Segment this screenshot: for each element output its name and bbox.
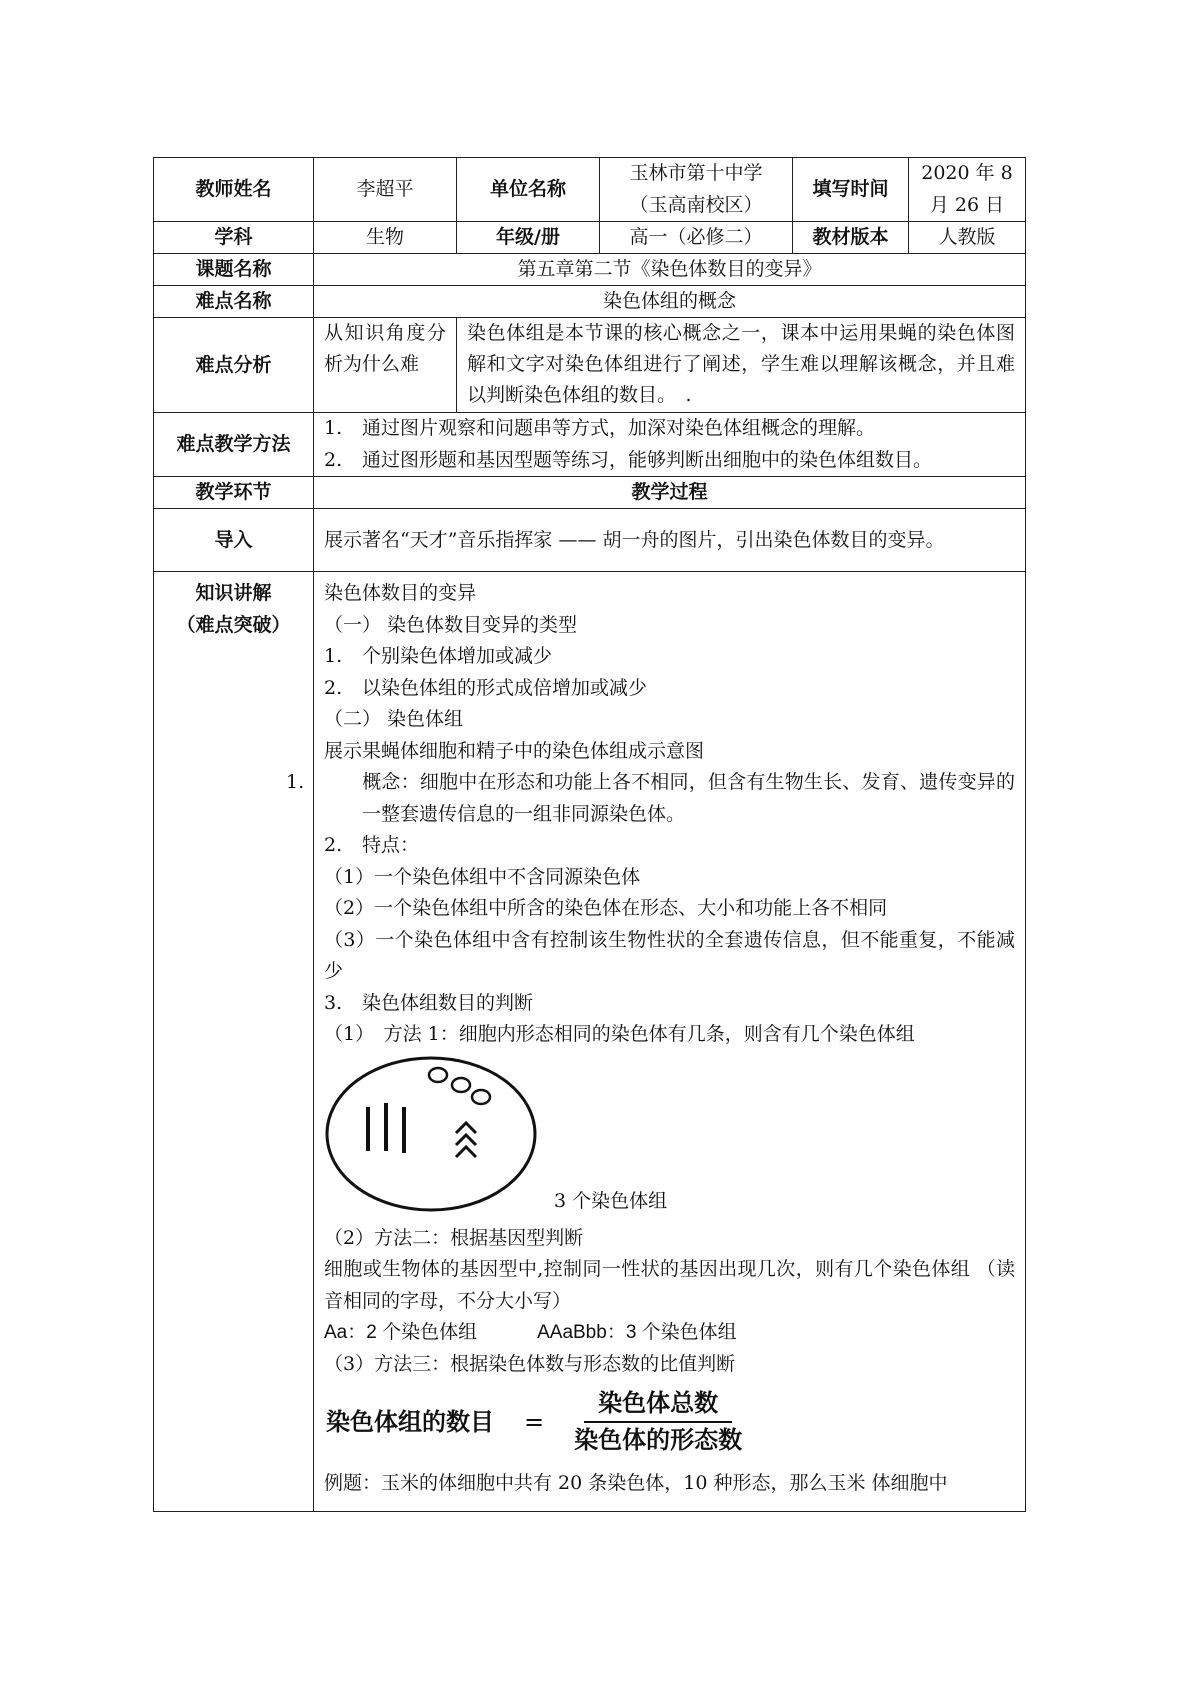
grade-value: 高一（必修二） xyxy=(600,222,793,254)
round-chromosome xyxy=(472,1090,490,1104)
genotype-examples xyxy=(324,1317,1015,1349)
lesson-plan-table xyxy=(153,157,1026,1512)
features-item xyxy=(324,830,1015,862)
difficulty-name-row xyxy=(154,286,1026,318)
section-1-heading: （一） 染色体数目变异的类型 xyxy=(324,613,578,636)
judge-text: 染色体组数目的判断 xyxy=(362,991,534,1014)
analysis-sub-label: 从知识角度分析为什么难 xyxy=(314,318,457,413)
method-item xyxy=(324,445,1015,477)
unit-label: 单位名称 xyxy=(457,158,600,222)
concept-num: 1. xyxy=(286,771,305,793)
analysis-row xyxy=(154,318,1026,413)
stage-label: 教学环节 xyxy=(154,477,314,509)
intro-row xyxy=(154,509,1026,572)
list-item-text: 个别染色体增加或减少 xyxy=(362,645,553,667)
chevron-chromosome xyxy=(456,1135,476,1145)
judge-num: 3. xyxy=(324,991,343,1014)
feature-1: （1）一个染色体组中不含同源染色体 xyxy=(324,865,641,888)
feature-3: （3）一个染色体组中含有控制该生物性状的全套遗传信息，但不能重复，不能减少 xyxy=(324,928,1015,982)
teacher-label: 教师姓名 xyxy=(154,158,314,222)
analysis-text: 染色体组是本节课的核心概念之一，课本中运用果蝇的染色体图解和文字对染色体组进行了阐述，学生难以理解该概念，并且难以判断染色体组的数目。 . xyxy=(457,318,1026,413)
edition-label: 教材版本 xyxy=(793,222,909,254)
subject-value: 生物 xyxy=(314,222,457,254)
topic-value: 第五章第二节《染色体数目的变异》 xyxy=(314,254,1026,286)
method-1-text: （1） 方法 1：细胞内形态相同的染色体有几条，则含有几个染色体组 xyxy=(324,1023,915,1045)
subject-label: 学科 xyxy=(154,222,314,254)
unit-value-line1: 玉林市第十中学 xyxy=(629,162,763,184)
formula-numerator: 染色体总数 xyxy=(584,1388,732,1423)
list-item-text: 以染色体组的形式成倍增加或减少 xyxy=(362,676,648,699)
features-text: 特点： xyxy=(362,834,420,856)
example-problem: 例题：玉米的体细胞中共有 20 条染色体，10 种形态，那么玉米 体细胞中 xyxy=(324,1472,948,1494)
unit-value-line2: （玉高南校区） xyxy=(629,193,763,216)
chevron-chromosome xyxy=(456,1123,476,1133)
method-2-text: （2）方法二：根据基因型判断 xyxy=(324,1226,584,1249)
formula-fraction xyxy=(574,1388,742,1456)
feature-2: （2）一个染色体组中所含的染色体在形态、大小和功能上各不相同 xyxy=(324,897,888,919)
round-chromosome xyxy=(429,1068,447,1082)
date-value-line1: 2020 年 8 xyxy=(921,162,1013,184)
methods-label: 难点教学方法 xyxy=(154,413,314,477)
formula-equals: = xyxy=(524,1407,545,1436)
topic-label: 课题名称 xyxy=(154,254,314,286)
methods-row xyxy=(154,413,1026,477)
date-value-line2: 月 26 日 xyxy=(929,193,1005,216)
lecture-title: 染色体数目的变异 xyxy=(324,582,477,604)
chevron-chromosome xyxy=(456,1147,476,1157)
round-chromosome xyxy=(452,1078,470,1092)
method-item-text: 通过图片观察和问题串等方式，加深对染色体组概念的理解。 xyxy=(362,417,876,439)
example-aaabbb: AAaBbb：3 个染色体组 xyxy=(537,1322,737,1343)
concept-text: 概念：细胞中在形态和功能上各不相同，但含有生物生长、发育、遗传变异的一整套遗传信息的一组非同源染色体。 xyxy=(362,771,1015,825)
method-item xyxy=(324,413,1015,445)
date-value xyxy=(909,158,1026,222)
section-2-heading: （二） 染色体组 xyxy=(324,708,464,730)
list-item xyxy=(324,673,1015,705)
intro-label: 导入 xyxy=(154,509,314,572)
concept-item xyxy=(286,767,1015,830)
method-2-description: 细胞或生物体的基因型中,控制同一性状的基因出现几次，则有几个染色体组 （读音相同的字母，不分大小写） xyxy=(324,1258,1015,1312)
methods-list xyxy=(314,413,1026,477)
example-aa: Aa：2 个染色体组 xyxy=(324,1322,478,1343)
lecture-row xyxy=(154,572,1026,1512)
method-item-num: 2. xyxy=(324,448,343,471)
topic-row xyxy=(154,254,1026,286)
lecture-content xyxy=(286,572,1026,1512)
ratio-formula xyxy=(326,1386,1015,1458)
method-3-text: （3）方法三：根据染色体数与形态数的比值判断 xyxy=(324,1352,736,1375)
lecture-label-line2: （难点突破） xyxy=(176,613,291,636)
lecture-label-line1: 知识讲解 xyxy=(195,582,272,604)
difficulty-name-label: 难点名称 xyxy=(154,286,314,318)
process-header-row xyxy=(154,477,1026,509)
header-row-1 xyxy=(154,158,1026,222)
diagram-caption: 3 个染色体组 xyxy=(554,1189,668,1212)
formula-denominator: 染色体的形态数 xyxy=(574,1426,743,1454)
grade-label: 年级/册 xyxy=(457,222,600,254)
features-num: 2. xyxy=(324,834,343,856)
edition-value: 人教版 xyxy=(909,222,1026,254)
judge-item xyxy=(324,988,1015,1020)
analysis-label: 难点分析 xyxy=(154,318,314,413)
list-item-num: 2. xyxy=(324,676,343,699)
intro-text: 展示著名“天才”音乐指挥家 —— 胡一舟的图片，引出染色体数目的变异。 xyxy=(314,509,1026,572)
lecture-label xyxy=(154,572,314,1512)
unit-value xyxy=(600,158,793,222)
teacher-value: 李超平 xyxy=(314,158,457,222)
list-item-num: 1. xyxy=(324,645,343,667)
difficulty-name-value: 染色体组的概念 xyxy=(314,286,1026,318)
chromosome-diagram-row xyxy=(324,1055,1015,1217)
method-item-text: 通过图形题和基因型题等练习，能够判断出细胞中的染色体组数目。 xyxy=(362,448,933,471)
method-item-num: 1. xyxy=(324,417,343,439)
chromosome-cell-diagram xyxy=(324,1055,546,1217)
formula-lhs: 染色体组的数目 xyxy=(326,1407,494,1436)
list-item xyxy=(324,641,1015,673)
header-row-2 xyxy=(154,222,1026,254)
process-label: 教学过程 xyxy=(314,477,1026,509)
date-label: 填写时间 xyxy=(793,158,909,222)
show-diagram-text: 展示果蝇体细胞和精子中的染色体组成示意图 xyxy=(324,739,705,762)
